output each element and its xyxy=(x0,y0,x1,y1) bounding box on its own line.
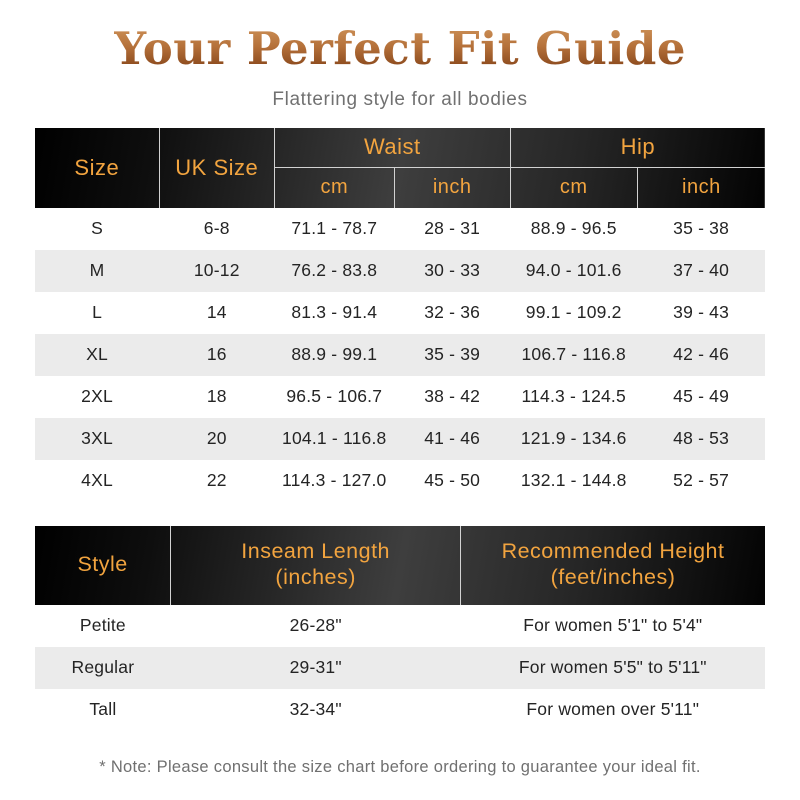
uk-size-cell: 20 xyxy=(206,428,227,448)
uk-size-cell: 22 xyxy=(206,470,227,490)
page-subtitle: Flattering style for all bodies xyxy=(272,88,528,110)
hip-inch-cell: 52 - 57 xyxy=(673,470,730,490)
style-cell: Petite xyxy=(79,615,126,635)
inseam-column-header xyxy=(171,526,461,605)
size-cell: M xyxy=(89,260,105,280)
waist-inch-cell: 45 - 50 xyxy=(424,470,481,490)
inseam-cell: 32-34" xyxy=(289,699,342,719)
hip-cm-cell: 121.9 - 134.6 xyxy=(520,428,627,448)
size-cell: S xyxy=(91,218,103,238)
tables-container xyxy=(35,128,765,731)
waist-cm-cell: 114.3 - 127.0 xyxy=(282,470,387,490)
height-header-line1: Recommended Height xyxy=(501,539,725,564)
hip-inch-cell: 39 - 43 xyxy=(673,302,730,322)
waist-cm-cell: 96.5 - 106.7 xyxy=(286,386,383,406)
size-cell: L xyxy=(92,302,103,322)
size-chart-table xyxy=(35,128,765,502)
waist-inch-cell: 35 - 39 xyxy=(424,344,481,364)
uk-size-cell: 14 xyxy=(206,302,227,322)
table-row-size-l xyxy=(35,292,765,334)
style-cell: Regular xyxy=(71,657,135,677)
footnote: * Note: Please consult the size chart before ordering to guarantee your ideal fit. xyxy=(99,757,701,776)
table-row-size-3xl xyxy=(35,418,765,460)
height-cell: For women over 5'11" xyxy=(526,699,700,719)
hip-cm-cell: 88.9 - 96.5 xyxy=(530,218,617,238)
waist-group-header: Waist xyxy=(274,128,510,168)
table-row-size-4xl xyxy=(35,460,765,502)
style-table-header xyxy=(35,526,765,605)
hip-cm-cell: 94.0 - 101.6 xyxy=(525,260,622,280)
style-cell: Tall xyxy=(89,699,117,719)
waist-inch-header: inch xyxy=(394,168,510,208)
size-cell: 2XL xyxy=(81,386,113,406)
hip-inch-cell: 42 - 46 xyxy=(673,344,730,364)
table-row-size-m xyxy=(35,250,765,292)
inseam-header-line1: Inseam Length xyxy=(241,539,391,564)
height-header-line2: (feet/inches) xyxy=(550,565,676,589)
waist-inch-cell: 38 - 42 xyxy=(424,386,481,406)
waist-inch-cell: 30 - 33 xyxy=(424,260,481,280)
waist-inch-cell: 28 - 31 xyxy=(424,218,481,238)
height-cell: For women 5'1" to 5'4" xyxy=(523,615,703,635)
hip-cm-header: cm xyxy=(510,168,637,208)
inseam-header-line2: (inches) xyxy=(275,565,356,589)
waist-inch-cell: 41 - 46 xyxy=(424,428,481,448)
hip-cm-cell: 132.1 - 144.8 xyxy=(520,470,627,490)
uk-size-cell: 10-12 xyxy=(193,260,240,280)
inseam-cell: 26-28" xyxy=(289,615,342,635)
size-cell: XL xyxy=(86,344,108,364)
waist-cm-cell: 76.2 - 83.8 xyxy=(291,260,378,280)
hip-inch-header: inch xyxy=(637,168,765,208)
table-row-size-s xyxy=(35,208,765,250)
height-column-header xyxy=(461,526,765,605)
waist-cm-cell: 71.1 - 78.7 xyxy=(291,218,378,238)
uk-size-cell: 16 xyxy=(206,344,227,364)
size-cell: 4XL xyxy=(81,470,113,490)
waist-inch-cell: 32 - 36 xyxy=(424,302,481,322)
hip-inch-cell: 45 - 49 xyxy=(673,386,730,406)
height-cell: For women 5'5" to 5'11" xyxy=(518,657,707,677)
hip-cm-cell: 106.7 - 116.8 xyxy=(521,344,626,364)
table-row-size-2xl xyxy=(35,376,765,418)
hip-cm-cell: 99.1 - 109.2 xyxy=(525,302,622,322)
hip-inch-cell: 35 - 38 xyxy=(673,218,730,238)
waist-cm-cell: 88.9 - 99.1 xyxy=(291,344,378,364)
hip-cm-cell: 114.3 - 124.5 xyxy=(521,386,626,406)
size-column-header: Size xyxy=(35,128,159,208)
uk-size-cell: 6-8 xyxy=(203,218,230,238)
inseam-cell: 29-31" xyxy=(289,657,342,677)
uk-size-column-header: UK Size xyxy=(159,128,274,208)
hip-group-header: Hip xyxy=(510,128,765,168)
uk-size-cell: 18 xyxy=(206,386,227,406)
table-row-style-regular xyxy=(35,647,765,689)
style-inseam-table xyxy=(35,526,765,731)
waist-cm-header: cm xyxy=(274,168,394,208)
style-column-header: Style xyxy=(35,526,171,605)
waist-cm-cell: 81.3 - 91.4 xyxy=(291,302,378,322)
table-row-style-tall xyxy=(35,689,765,731)
table-row-style-petite xyxy=(35,605,765,647)
waist-cm-cell: 104.1 - 116.8 xyxy=(282,428,387,448)
hip-inch-cell: 48 - 53 xyxy=(673,428,730,448)
page-title: Your Perfect Fit Guide xyxy=(114,22,686,75)
size-cell: 3XL xyxy=(81,428,113,448)
hip-inch-cell: 37 - 40 xyxy=(673,260,730,280)
table-row-size-xl xyxy=(35,334,765,376)
size-chart-header xyxy=(35,128,765,208)
